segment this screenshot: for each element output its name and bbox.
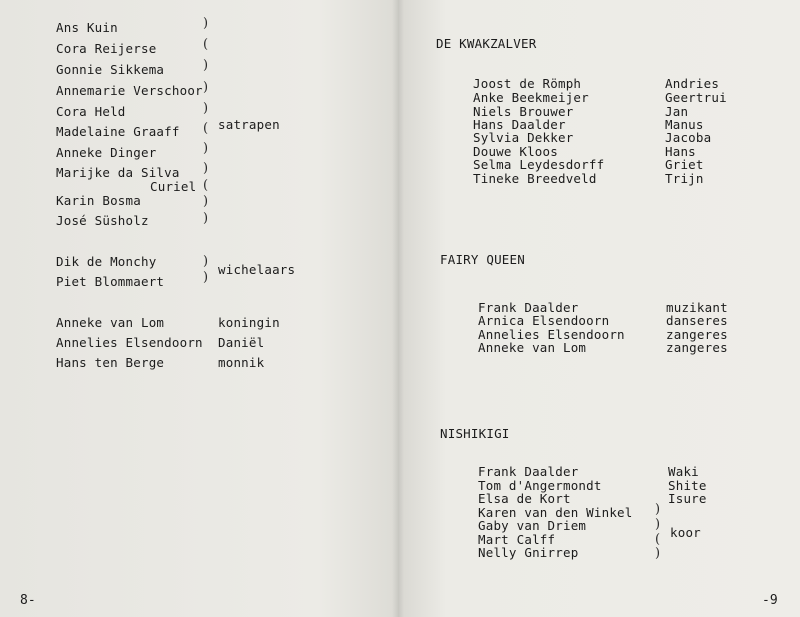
- role-label: Daniël: [218, 335, 265, 350]
- role-label: Andries: [665, 76, 720, 91]
- cast-name: Annemarie Verschoor: [56, 83, 203, 98]
- role-label: Jan: [665, 104, 689, 119]
- cast-name: Hans ten Berge: [56, 355, 165, 370]
- cast-name: Frank Daalder: [478, 300, 579, 315]
- role-label: monnik: [218, 355, 265, 370]
- role-label: muzikant: [666, 300, 728, 315]
- role-label: Waki: [668, 464, 699, 479]
- cast-name: Mart Calff: [478, 532, 556, 547]
- cast-name: Piet Blommaert: [56, 274, 165, 289]
- role-label: zangeres: [666, 340, 728, 355]
- role-label: zangeres: [666, 327, 728, 342]
- cast-name: Nelly Gnirrep: [478, 545, 579, 560]
- cast-name: Gonnie Sikkema: [56, 62, 165, 77]
- role-label: Isure: [668, 491, 707, 506]
- section-title: FAIRY QUEEN: [440, 252, 525, 267]
- left-page: Ans Kuin Cora Reijerse Gonnie Sikkema Annemarie Verschoor Cora Held Madelaine Graaff Anneke Dinger Marijke da Silva Curiel Karin Bosma José Süsholz ) ( ) ) ) ( ) ) ( ) ) satrapen Dik de Monchy Piet Blommaert ) ) wichelaars Anneke van Lom koningin Annelies Elsendoorn Daniël Hans ten Berge monnik 8-: [0, 0, 398, 617]
- cast-name: José Süsholz: [56, 213, 149, 228]
- cast-name: Anke Beekmeijer: [473, 90, 589, 105]
- cast-name: Ans Kuin: [56, 20, 118, 35]
- cast-name: Anneke van Lom: [478, 340, 587, 355]
- cast-name: Marijke da Silva: [56, 165, 180, 180]
- role-label: Jacoba: [665, 130, 712, 145]
- role-label: Geertrui: [665, 90, 727, 105]
- section-title: NISHIKIGI: [440, 426, 510, 441]
- role-label: danseres: [666, 313, 728, 328]
- cast-name: Elsa de Kort: [478, 491, 571, 506]
- role-label: koningin: [218, 315, 280, 330]
- right-page: DE KWAKZALVER Joost de Römph Andries Anke Beekmeijer Geertrui Niels Brouwer Jan Hans Daalder Manus Sylvia Dekker Jacoba Douwe Kloos Hans Selma Leydesdorff Griet Tineke Breedveld Trijn FAIRY QUEEN Frank Daalder muzikant Arnica Elsendoorn danseres Annelies Elsendoorn zangeres Anneke van Lom zangeres NISHIKIGI Frank Daalder Waki Tom d'Angermondt Shite Elsa de Kort Isure Karen van den Winkel Gaby van Driem Mart Calff Nelly Gnirrep ) ) ( ) koor -9: [398, 0, 800, 617]
- cast-name: Annelies Elsendoorn: [478, 327, 625, 342]
- page-number: -9: [762, 593, 778, 608]
- cast-name: Joost de Römph: [473, 76, 582, 91]
- page-number: 8-: [20, 593, 36, 608]
- cast-name: Hans Daalder: [473, 117, 566, 132]
- cast-name: Karin Bosma: [56, 193, 141, 208]
- cast-name: Karen van den Winkel: [478, 505, 633, 520]
- cast-name: Frank Daalder: [478, 464, 579, 479]
- role-label: Hans: [665, 144, 696, 159]
- cast-name: Cora Reijerse: [56, 41, 157, 56]
- cast-name: Selma Leydesdorff: [473, 157, 605, 172]
- cast-name: Anneke van Lom: [56, 315, 165, 330]
- cast-name: Madelaine Graaff: [56, 124, 180, 139]
- cast-name-continuation: Curiel: [150, 179, 197, 194]
- role-label: wichelaars: [218, 262, 296, 277]
- role-label: Shite: [668, 478, 707, 493]
- role-label: Griet: [665, 157, 704, 172]
- role-label: Manus: [665, 117, 704, 132]
- cast-name: Tineke Breedveld: [473, 171, 597, 186]
- cast-name: Sylvia Dekker: [473, 130, 574, 145]
- role-label: Trijn: [665, 171, 704, 186]
- role-label: koor: [670, 525, 701, 540]
- cast-name: Annelies Elsendoorn: [56, 335, 203, 350]
- cast-name: Cora Held: [56, 104, 126, 119]
- cast-name: Gaby van Driem: [478, 518, 587, 533]
- cast-name: Dik de Monchy: [56, 254, 157, 269]
- cast-name: Anneke Dinger: [56, 145, 157, 160]
- section-title: DE KWAKZALVER: [436, 36, 537, 51]
- role-label: satrapen: [218, 117, 280, 132]
- cast-name: Tom d'Angermondt: [478, 478, 602, 493]
- cast-name: Arnica Elsendoorn: [478, 313, 610, 328]
- cast-name: Niels Brouwer: [473, 104, 574, 119]
- book-gutter: [392, 0, 404, 617]
- cast-name: Douwe Kloos: [473, 144, 558, 159]
